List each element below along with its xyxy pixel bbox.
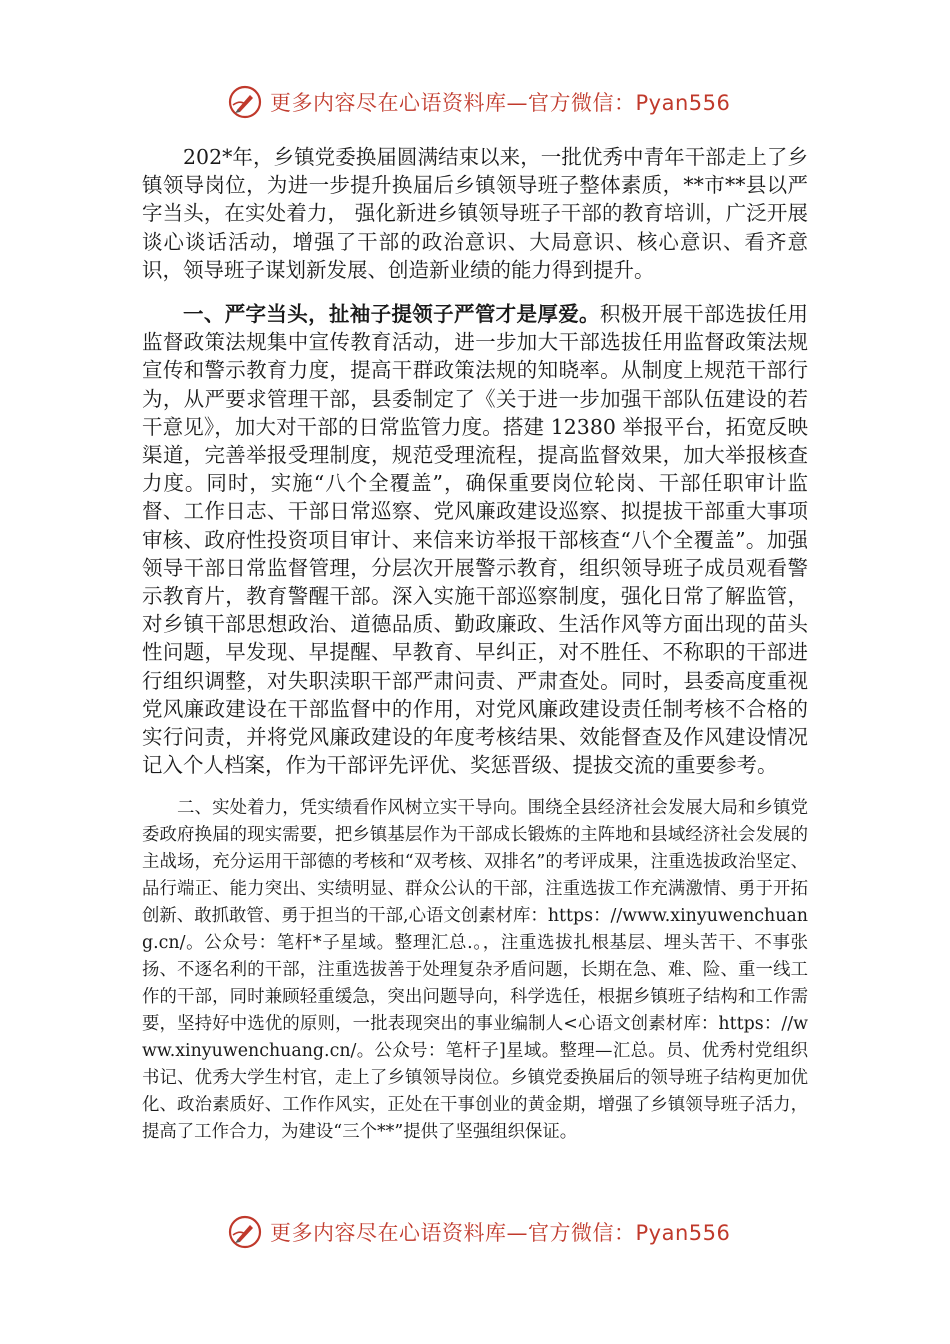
paragraph-text: 二、实处着力，凭实绩看作风树立实干导向。围绕全县经济社会发展大局和乡镇党委政府换届的现实需要，把乡镇基层作为干部成长锻炼的主阵地和县域经济社会发展的主战场，充分运用干部德的考核和“双考核、双排名”的考评成果，注重选拔政治坚定、品行端正、能力突出、实绩明显、群众公认的干部，注重选拔工作充满激情、勇于开拓创新、敢抓敢管、勇于担当的干部,心语文创素材库：https：//www.xinyuwenchuang.cn/。公众号：笔杆*子星域。整理汇总.。，注重选拔扎根基层、埋头苦干、不事张扬、不逐名利的干部，注重选拔善于处理复杂矛盾问题，长期在急、难、险、重一线工作的干部，同时兼顾轻重缓急，突出问题导向，科学选任，根据乡镇班子结构和工作需要，坚持好中选优的原则，一批表现突出的事业编制人<心语文创素材库：https：//www.xinyuwenchuang.cn/。公众号：笔杆子]星域。整理—汇总。员、优秀村党组织书记、优秀大学生村官，走上了乡镇领导岗位。乡镇党委换届后的领导班子结构更加优化、政治素质好、工作作风实，正处在干事创业的黄金期，增强了乡镇领导班子活力，提高了工作合力，为建设“三个**”提供了坚强组织保证。 xyxy=(142,798,808,1143)
paragraph-section-1 xyxy=(142,300,808,779)
paragraph-section-2 xyxy=(142,795,808,1146)
header-banner xyxy=(228,82,748,122)
pen-logo-icon xyxy=(228,1215,262,1249)
pen-logo-icon xyxy=(228,85,262,119)
banner-text: 更多内容尽在心语资料库—官方微信：Pyan556 xyxy=(270,91,731,115)
paragraph-text: 积极开展干部选拔任用监督政策法规集中宣传教育活动，进一步加大干部选拔任用监督政策法规宣传和警示教育力度，提高干群政策法规的知晓率。从制度上规范干部行为，从严要求管理干部，县委制定了《关于进一步加强干部队伍建设的若干意见》，加大对干部的日常监管力度。搭建 12380 举报平台，拓宽反映渠道，完善举报受理制度，规范受理流程，提高监督效果，加大举报核查力度。同时，实施“八个全覆盖”，确保重要岗位轮岗、干部任职审计监督、工作日志、干部日常巡察、党风廉政建设巡察、拟提拔干部重大事项审核、政府性投资项目审计、来信来访举报干部核查“八个全覆盖”。加强领导干部日常监督管理，分层次开展警示教育，组织领导班子成员观看警示教育片，教育警醒干部。深入实施干部巡察制度，强化日常了解监管，对乡镇干部思想政治、道德品质、勤政廉政、生活作风等方面出现的苗头性问题，早发现、早提醒、早教育、早纠正，对不胜任、不称职的干部进行组织调整，对失职渎职干部严肃问责、严肃查处。同时，县委高度重视党风廉政建设在干部监督中的作用，对党风廉政建设责任制考核不合格的实行问责，并将党风廉政建设的年度考核结果、效能督查及作风建设情况记入个人档案，作为干部评先评优、奖惩晋级、提拔交流的重要参考。 xyxy=(142,302,809,778)
paragraph-intro xyxy=(142,143,808,284)
banner-text: 更多内容尽在心语资料库—官方微信：Pyan556 xyxy=(270,1221,731,1245)
footer-banner xyxy=(228,1212,748,1252)
paragraph-text: 202*年，乡镇党委换届圆满结束以来，一批优秀中青年干部走上了乡镇领导岗位，为进一步提升换届后乡镇领导班子整体素质，**市**县以严字当头，在实处着力， 强化新进乡镇领导班子干部的教育培训，广泛开展谈心谈话活动，增强了干部的政治意识、大局意识、核心意识、看齐意识，领导班子谋划新发展、创造新业绩的能力得到提升。 xyxy=(142,145,808,282)
document-body xyxy=(142,143,808,1146)
section-heading: 一、严字当头，扯袖子提领子严管才是厚爱。 xyxy=(183,302,600,327)
